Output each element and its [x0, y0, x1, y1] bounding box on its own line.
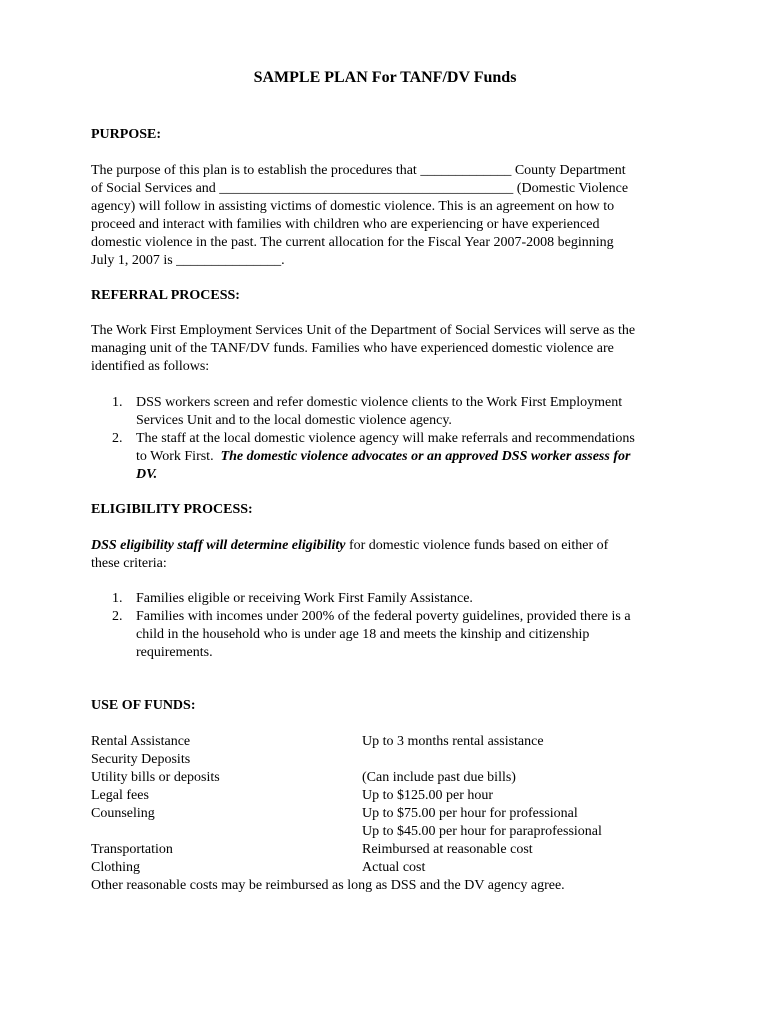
funds-item: Legal fees: [91, 788, 149, 803]
paragraph-line: these criteria:: [91, 556, 167, 571]
list-item-line: DSS workers screen and refer domestic violence clients to the Work First Employment: [136, 395, 623, 410]
referral-list: [91, 394, 691, 484]
eligibility-heading: ELIGIBILITY PROCESS:: [91, 502, 253, 517]
paragraph-line: domestic violence in the past. The current allocation for the Fiscal Year 2007-2008 beginning: [91, 235, 614, 250]
funds-note: (Can include past due bills): [362, 770, 516, 785]
list-item-line: requirements.: [136, 645, 213, 660]
funds-note: Actual cost: [362, 860, 426, 875]
purpose-section: [91, 126, 691, 144]
funds-row: [91, 769, 711, 787]
emphasis-text: The domestic violence advocates or an approved DSS worker assess for: [220, 449, 631, 464]
purpose-paragraph: [91, 162, 691, 270]
paragraph-line: July 1, 2007 is _______________.: [91, 253, 285, 268]
funds-row: [91, 787, 711, 805]
list-number: 2.: [112, 431, 123, 446]
funds-note: Reimbursed at reasonable cost: [362, 842, 533, 857]
list-item: [91, 394, 691, 430]
list-item-line: Families eligible or receiving Work First Family Assistance.: [136, 591, 473, 606]
paragraph-line: identified as follows:: [91, 359, 210, 374]
funds-row: [91, 841, 711, 859]
funds-note: Up to 3 months rental assistance: [362, 734, 544, 749]
funds-row: [91, 751, 711, 769]
list-item-line: Services Unit and to the local domestic violence agency.: [136, 413, 452, 428]
list-item-line: Families with incomes under 200% of the federal poverty guidelines, provided there is a: [136, 609, 631, 624]
emphasis-text: DSS eligibility staff will determine eligibility: [91, 538, 346, 553]
paragraph-text: for domestic violence funds based on either of: [345, 538, 609, 553]
eligibility-list: [91, 590, 691, 662]
funds-item: Utility bills or deposits: [91, 770, 220, 785]
funds-note: Up to $45.00 per hour for paraprofessional: [362, 824, 602, 839]
referral-paragraph: [91, 322, 691, 376]
paragraph-line: proceed and interact with families with children who are experiencing or have experienced: [91, 217, 600, 232]
funds-footer: Other reasonable costs may be reimbursed as long as DSS and the DV agency agree.: [91, 878, 565, 893]
funds-item: Transportation: [91, 842, 173, 857]
paragraph-line: managing unit of the TANF/DV funds. Families who have experienced domestic violence are: [91, 341, 614, 356]
funds-row: [91, 823, 711, 841]
list-number: 2.: [112, 609, 123, 624]
list-item-text: to Work First.: [136, 449, 221, 464]
paragraph-line: of Social Services and __________________________________________ (Domestic Violence: [91, 181, 629, 196]
eligibility-paragraph: [91, 537, 691, 573]
list-item-line: [136, 448, 691, 466]
list-item-line: child in the household who is under age 18 and meets the kinship and citizenship: [136, 627, 590, 642]
funds-note: Up to $75.00 per hour for professional: [362, 806, 578, 821]
emphasis-text: DV.: [136, 467, 158, 482]
funds-heading: USE OF FUNDS:: [91, 698, 196, 713]
list-number: 1.: [112, 591, 123, 606]
referral-heading: REFERRAL PROCESS:: [91, 288, 240, 303]
document-title: SAMPLE PLAN For TANF/DV Funds: [253, 69, 517, 86]
list-number: 1.: [112, 395, 123, 410]
list-item: [91, 608, 691, 662]
paragraph-line: The Work First Employment Services Unit of the Department of Social Services will serve as the: [91, 323, 636, 338]
referral-section: [91, 287, 691, 305]
funds-row: [91, 805, 711, 823]
funds-row: [91, 733, 711, 751]
list-item: [91, 430, 691, 484]
list-item-line: The staff at the local domestic violence agency will make referrals and recommendations: [136, 431, 635, 446]
funds-row: [91, 859, 711, 877]
funds-note: Up to $125.00 per hour: [362, 788, 494, 803]
funds-item: Clothing: [91, 860, 141, 875]
funds-item: Rental Assistance: [91, 734, 191, 749]
list-item: [91, 590, 691, 608]
funds-item: Security Deposits: [91, 752, 191, 767]
paragraph-line: agency) will follow in assisting victims of domestic violence. This is an agreement on how to: [91, 199, 615, 214]
eligibility-section: [91, 501, 691, 519]
funds-section: [91, 697, 691, 715]
paragraph-line: [91, 537, 691, 555]
paragraph-line: The purpose of this plan is to establish the procedures that _____________ County Department: [91, 163, 626, 178]
funds-table: [91, 733, 711, 895]
purpose-heading: PURPOSE:: [91, 127, 161, 142]
funds-item: Counseling: [91, 806, 155, 821]
